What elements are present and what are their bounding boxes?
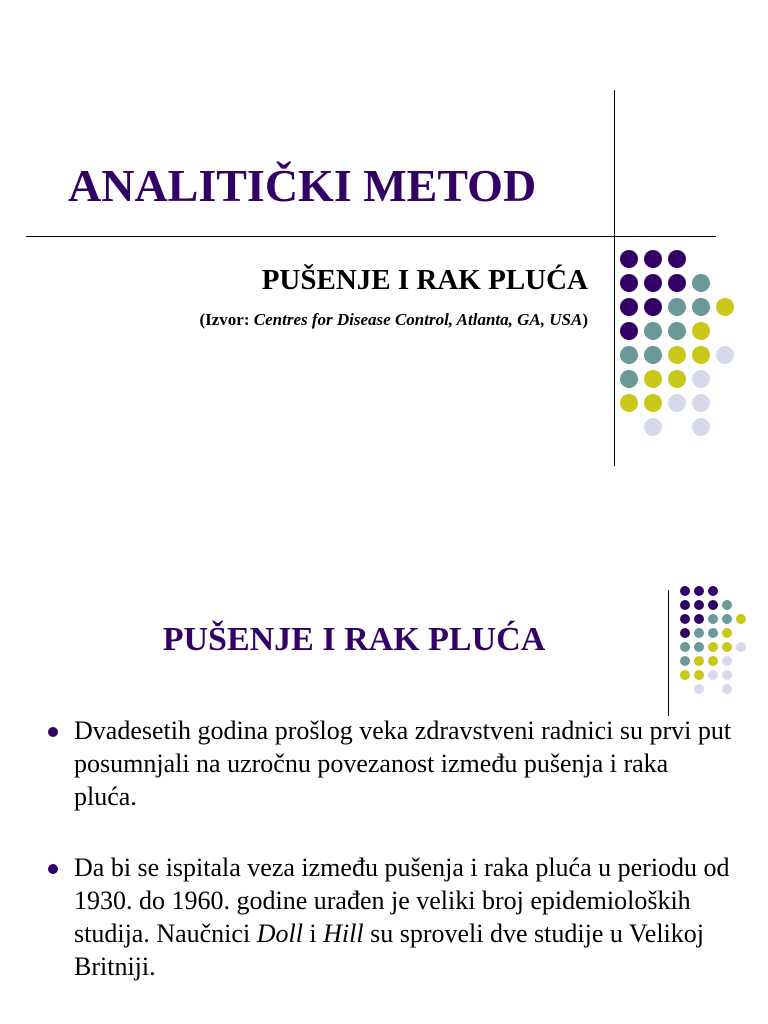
decoration-dot [692, 370, 710, 388]
bullet-item [42, 714, 732, 813]
source-close: ) [582, 310, 588, 329]
decoration-dot [644, 418, 662, 436]
decoration-dot [708, 600, 718, 610]
decoration-dot [668, 274, 686, 292]
decoration-dot [694, 684, 704, 694]
decoration-dot [692, 346, 710, 364]
slide-2 [0, 512, 768, 1024]
decoration-dot [692, 418, 710, 436]
source-name: Centres for Disease Control, Atlanta, GA, USA [253, 310, 583, 329]
decoration-dot [620, 250, 638, 268]
slide-2-title: PUŠENJE I RAK PLUĆA [162, 621, 546, 658]
decoration-dot [620, 394, 638, 412]
slide-1-title: ANALITIČKI METOD [68, 160, 537, 211]
decoration-dot [644, 394, 662, 412]
decoration-dot [668, 346, 686, 364]
bullet-text-part: Da bi se ispitala veza između pušenja i raka pluća u periodu od 1930. do 1960. godine urađen je veliki broj epidemioloških studija. Naučnici [74, 853, 730, 948]
decoration-dot [722, 656, 732, 666]
decoration-dot [708, 586, 718, 596]
decoration-dot [620, 370, 638, 388]
bullet-text: Dvadesetih godina prošlog veka zdravstveni radnici su prvi put posumnjali na uzročnu povezanost između pušenja i raka pluća. [74, 716, 732, 811]
decoration-dot [722, 684, 732, 694]
bullet-icon [48, 727, 58, 737]
decoration-dot [692, 394, 710, 412]
bullet-icon [48, 864, 58, 874]
decoration-dot [668, 298, 686, 316]
decoration-dot [680, 670, 690, 680]
source-open: (Izvor: [199, 310, 254, 329]
decoration-dot [620, 322, 638, 340]
decoration-dot [716, 346, 734, 364]
decoration-dot [708, 628, 718, 638]
decoration-dot [692, 322, 710, 340]
decoration-dot [620, 274, 638, 292]
bullet-text-part: su sproveli dve studije u Velikoj Britniji. [74, 919, 704, 981]
decoration-dot [692, 274, 710, 292]
decoration-dot [644, 274, 662, 292]
dot-grid-decoration-icon [620, 250, 750, 440]
decoration-dot [716, 298, 734, 316]
decoration-dot [722, 642, 732, 652]
vertical-divider [614, 90, 615, 466]
decoration-dot [668, 370, 686, 388]
decoration-dot [644, 370, 662, 388]
author-hill: Hill [323, 919, 364, 948]
decoration-dot [668, 322, 686, 340]
bullet-list [42, 714, 732, 1021]
decoration-dot [694, 600, 704, 610]
decoration-dot [692, 298, 710, 316]
decoration-dot [668, 250, 686, 268]
decoration-dot [644, 346, 662, 364]
decoration-dot [694, 586, 704, 596]
decoration-dot [694, 670, 704, 680]
source-note [199, 309, 588, 331]
decoration-dot [722, 670, 732, 680]
decoration-dot [736, 642, 746, 652]
decoration-dot [722, 600, 732, 610]
bullet-text [74, 853, 730, 981]
decoration-dot [708, 614, 718, 624]
decoration-dot [722, 628, 732, 638]
decoration-dot [644, 298, 662, 316]
decoration-dot [722, 614, 732, 624]
decoration-dot [708, 656, 718, 666]
decoration-dot [644, 250, 662, 268]
decoration-dot [680, 600, 690, 610]
slide-1-subtitle: PUŠENJE I RAK PLUĆA [261, 264, 588, 296]
decoration-dot [620, 346, 638, 364]
decoration-dot [736, 614, 746, 624]
decoration-dot [620, 298, 638, 316]
bullet-item [42, 851, 732, 983]
decoration-dot [680, 586, 690, 596]
horizontal-divider [26, 236, 716, 237]
decoration-dot [708, 670, 718, 680]
decoration-dot [668, 394, 686, 412]
decoration-dot [708, 642, 718, 652]
author-doll: Doll [256, 919, 303, 948]
bullet-text-part: i [302, 919, 324, 948]
decoration-dot [644, 322, 662, 340]
